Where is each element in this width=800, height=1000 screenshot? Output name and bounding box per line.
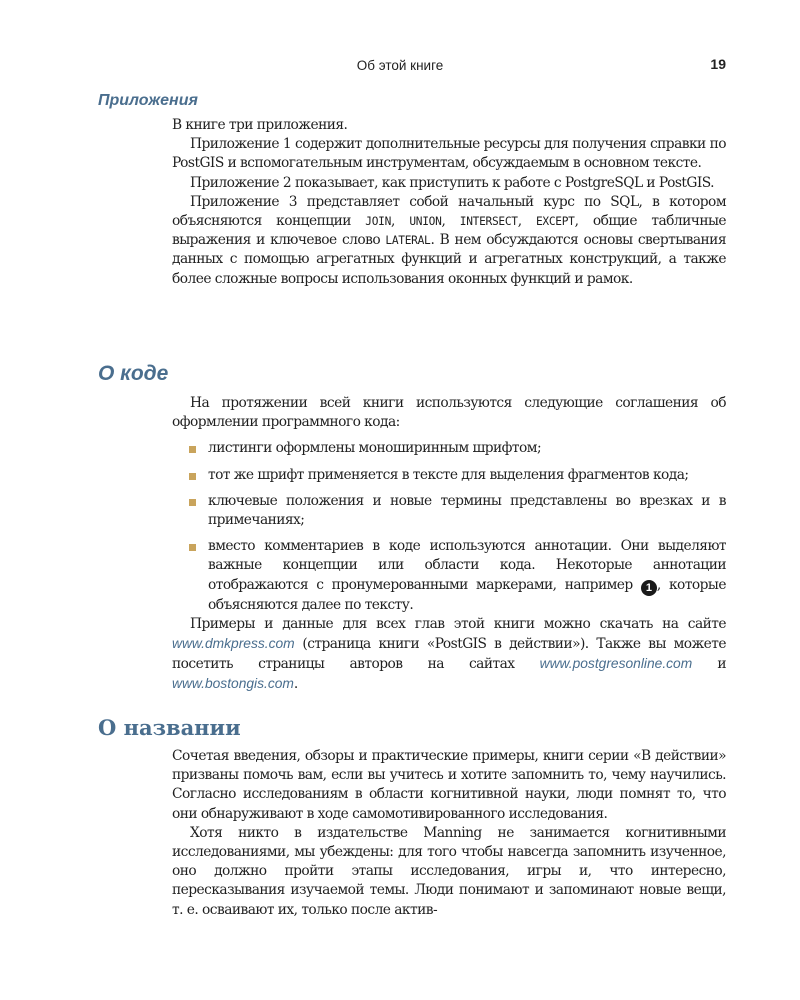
appendices-paragraph-2: Приложение 1 содержит дополнительные ресурсы для получения справки по PostGIS и вспомогательным инструментам, обсуждаемым в основном тексте. — [172, 136, 726, 172]
code-section-text — [172, 394, 726, 695]
running-header-title: Об этой книге — [356, 58, 444, 73]
list-item: ключевые положения и новые термины представлены во врезках и в примечаниях; — [208, 492, 726, 530]
code-except: EXCEPT — [536, 215, 575, 229]
annotation-marker-icon: 1 — [641, 580, 657, 596]
text-run: Примеры и данные для всех глав этой книги можно скачать на сайте — [190, 615, 726, 632]
list-item: листинги оформлены моноширинным шрифтом; — [208, 439, 726, 458]
page-number: 19 — [710, 56, 726, 72]
text-run: . В нем обсуждаются основы свертывания данных с помощью агрегатных функций и агрегатных конструкций, а также более сложные вопросы использования оконных функций и рамок. — [172, 232, 726, 287]
appendices-paragraph-3: Приложение 2 показывает, как приступить к работе с PostgreSQL и PostGIS. — [190, 174, 714, 191]
separator: , — [517, 213, 536, 230]
code-join: JOIN — [365, 215, 392, 229]
text-run: и — [692, 656, 726, 673]
text-run: , общие табличные выражения и ключевое слово — [172, 213, 727, 249]
title-paragraph-2: Хотя никто в издательстве Manning не занимается когнитивными исследованиями, мы убеждены: для того чтобы навсегда запомнить изученное, оно должно пройти этапы исследования, игры и, что интересно, пересказывания изучаемой темы. Люди понимают и запоминают новые вещи, т. е. осваивают их, только после актив- — [172, 824, 726, 918]
appendices-paragraph-4 — [172, 193, 726, 289]
title-section-text — [172, 747, 726, 920]
code-intersect: INTERSECT — [459, 215, 518, 229]
bostongis-link[interactable]: www.bostongis.com — [172, 676, 294, 692]
separator: , — [391, 213, 410, 230]
title-section-heading: О названии — [98, 715, 241, 740]
text-run: (страница книги «PostGIS в действии»). Также вы можете посетить страницы авторов на сайтах — [172, 636, 726, 673]
appendices-heading: Приложения — [98, 92, 198, 109]
appendices-paragraph-1: В книге три приложения. — [172, 117, 348, 133]
download-paragraph — [172, 615, 726, 695]
separator: , — [441, 213, 460, 230]
code-section-heading: О коде — [98, 362, 169, 385]
postgresonline-link[interactable]: www.postgresonline.com — [539, 656, 693, 672]
text-run: , которые объясняются далее по тексту. — [208, 576, 726, 613]
text-run: Приложение 3 представляет собой начальный курс по SQL, в котором объясняются концепции — [172, 193, 726, 230]
dmkpress-link[interactable]: www.dmkpress.com — [172, 636, 295, 652]
conventions-list — [172, 439, 726, 614]
list-item — [208, 537, 726, 615]
appendices-text — [172, 116, 726, 289]
text-run: вместо комментариев в коде используются аннотации. Они выделяют важные концепции или области кода. Некоторые аннотации отображаются с пронумерованными маркерами, например — [208, 538, 726, 593]
title-paragraph-1: Сочетая введения, обзоры и практические примеры, книги серии «В действии» призваны помочь вам, если вы учитесь и хотите запомнить то, чему научились. Согласно исследованиям в области когнитивной науки, люди помнят то, что они обнаруживают в ходе самомотивированного исследования. — [172, 748, 726, 822]
code-union: UNION — [409, 215, 442, 229]
code-intro-paragraph: На протяжении всей книги используются следующие соглашения об оформлении программного кода: — [172, 395, 726, 431]
list-item: тот же шрифт применяется в тексте для выделения фрагментов кода; — [208, 466, 726, 485]
text-run: . — [293, 676, 298, 693]
code-lateral: LATERAL — [385, 234, 431, 248]
